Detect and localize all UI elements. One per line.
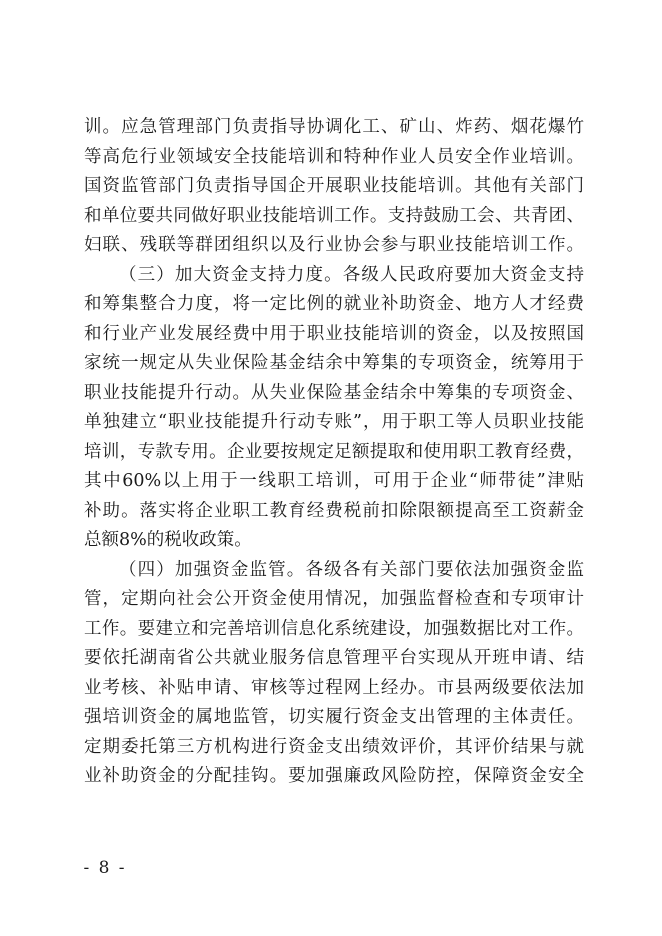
text-line: 职业技能提升行动。从失业保险基金结余中筹集的专项资金、 [84, 382, 584, 403]
text-line: 工作。要建立和完善培训信息化系统建设，加强数据比对工作。 [84, 618, 584, 639]
text-line: 妇联、残联等群团组织以及行业协会参与职业技能培训工作。 [84, 235, 584, 255]
text-line: 家统一规定从失业保险基金结余中筹集的专项资金，统筹用于 [84, 353, 584, 373]
page-number: - 8 - [83, 858, 127, 878]
text-line: 要依托湖南省公共就业服务信息管理平台实现从开班申请、结 [84, 648, 584, 668]
text-line: 补助。落实将企业职工教育经费税前扣除限额提高至工资薪金 [84, 500, 584, 521]
text-line: 国资监管部门负责指导国企开展职业技能培训。其他有关部门 [84, 176, 584, 196]
text-line: 和单位要共同做好职业技能培训工作。支持鼓励工会、共青团、 [84, 205, 584, 226]
text-line: 管，定期向社会公开资金使用情况，加强监督检查和专项审计 [84, 589, 584, 609]
text-line: 等高危行业领域安全技能培训和特种作业人员安全作业培训。 [84, 146, 584, 167]
text-line: 和筹集整合力度，将一定比例的就业补助资金、地方人才经费 [84, 294, 584, 314]
body-text [84, 113, 584, 792]
paragraph-heading-line: （四）加强资金监管。各级各有关部门要依法加强资金监 [119, 559, 584, 580]
paragraph-heading-line: （三）加大资金支持力度。各级人民政府要加大资金支持 [119, 264, 584, 285]
text-line: 单独建立“职业技能提升行动专账”，用于职工等人员职业技能 [84, 412, 584, 432]
text-line: 总额8%的税收政策。 [84, 530, 252, 550]
text-line: 业补助资金的分配挂钩。要加强廉政风险防控，保障资金安全 [84, 766, 584, 786]
text-line: 定期委托第三方机构进行资金支出绩效评价，其评价结果与就 [84, 736, 584, 757]
text-line: 培训，专款专用。企业要按规定足额提取和使用职工教育经费， [84, 441, 584, 462]
text-line: 训。应急管理部门负责指导协调化工、矿山、炸药、烟花爆竹 [84, 117, 584, 137]
text-line: 业考核、补贴申请、审核等过程网上经办。市县两级要依法加 [84, 677, 584, 698]
text-line: 强培训资金的属地监管，切实履行资金支出管理的主体责任。 [84, 707, 584, 727]
text-line: 和行业产业发展经费中用于职业技能培训的资金，以及按照国 [84, 323, 584, 344]
text-line: 其中60%以上用于一线职工培训，可用于企业“师带徒”津贴 [84, 471, 584, 491]
